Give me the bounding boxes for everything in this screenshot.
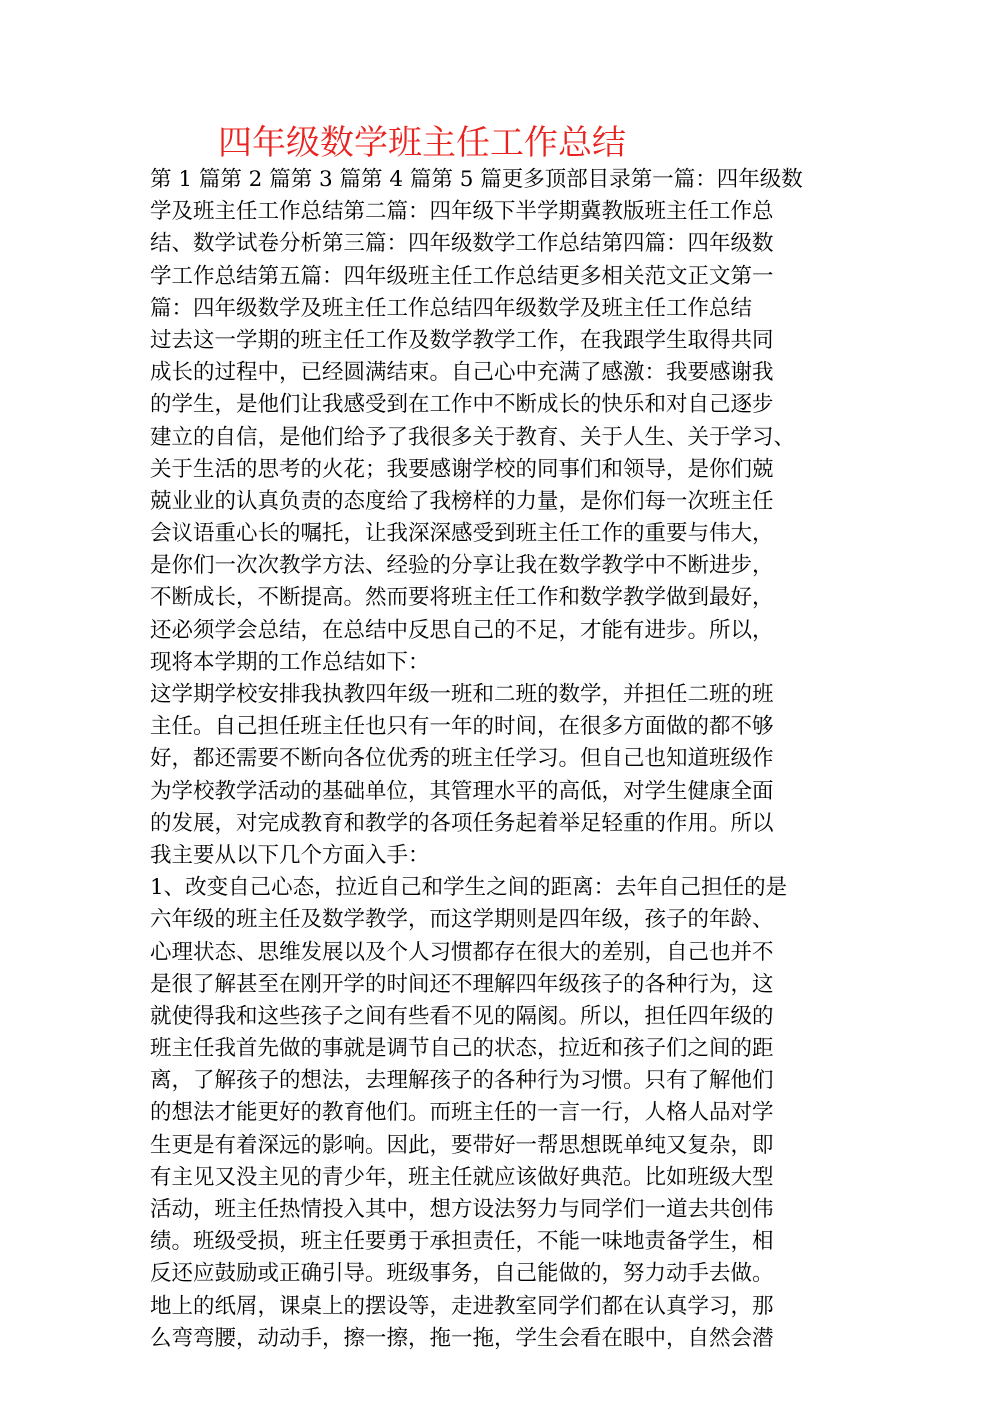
text-line: 是很了解甚至在刚开学的时间还不理解四年级孩子的各种行为，这 [150,971,774,997]
text-line: 建立的自信，是他们给予了我很多关于教育、关于人生、关于学习、 [150,424,796,450]
text-line: 班主任我首先做的事就是调节自己的状态，拉近和孩子们之间的距 [150,1036,774,1062]
text-line: 的想法才能更好的教育他们。而班主任的一言一行，人格人品对学 [150,1100,774,1126]
text-line: 还必须学会总结，在总结中反思自己的不足，才能有进步。所以， [150,617,774,643]
text-line: 绩。班级受损，班主任要勇于承担责任，不能一味地责备学生，相 [150,1229,774,1255]
text-line: 生更是有着深远的影响。因此，要带好一帮思想既单纯又复杂，即 [150,1132,774,1158]
text-line: 为学校教学活动的基础单位，其管理水平的高低，对学生健康全面 [150,778,774,804]
text-line: 好，都还需要不断向各位优秀的班主任学习。但自己也知道班级作 [150,746,774,772]
text-line: 过去这一学期的班主任工作及数学教学工作，在我跟学生取得共同 [150,327,774,353]
document-body [150,164,840,1355]
text-line: 学及班主任工作总结第二篇：四年级下半学期冀教版班主任工作总 [150,199,774,225]
text-line: 是你们一次次教学方法、经验的分享让我在数学教学中不断进步， [150,553,774,579]
text-line: 这学期学校安排我执教四年级一班和二班的数学，并担任二班的班 [150,682,774,707]
text-line: 我主要从以下几个方面入手： [150,842,430,868]
text-line: 就使得我和这些孩子之间有些看不见的隔阂。所以，担任四年级的 [150,1003,774,1029]
text-line: 成长的过程中，已经圆满结束。自己心中充满了感激：我要感谢我 [150,360,774,386]
text-line: 第 1 篇第 2 篇第 3 篇第 4 篇第 5 篇更多顶部目录第一篇：四年级数 [150,167,803,192]
text-line: 篇：四年级数学及班主任工作总结四年级数学及班主任工作总结 [150,295,753,321]
text-line: 心理状态、思维发展以及个人习惯都存在很大的差别，自己也并不 [150,939,774,965]
text-line: 主任。自己担任班主任也只有一年的时间，在很多方面做的都不够 [150,714,774,740]
text-line: 不断成长，不断提高。然而要将班主任工作和数学教学做到最好， [150,585,774,611]
text-line: 结、数学试卷分析第三篇：四年级数学工作总结第四篇：四年级数 [150,231,774,257]
text-line: 地上的纸屑，课桌上的摆设等，走进教室同学们都在认真学习，那 [150,1293,774,1319]
text-line: 1、改变自己心态，拉近自己和学生之间的距离：去年自己担任的是 [150,875,788,901]
text-line: 么弯弯腰，动动手，擦一擦，拖一拖，学生会看在眼中，自然会潜 [150,1325,774,1351]
text-line: 会议语重心长的嘱托，让我深深感受到班主任工作的重要与伟大， [150,521,774,547]
text-line: 活动，班主任热情投入其中，想方设法努力与同学们一道去共创伟 [150,1197,774,1222]
text-line: 有主见又没主见的青少年，班主任就应该做好典范。比如班级大型 [150,1164,774,1190]
text-line: 学工作总结第五篇：四年级班主任工作总结更多相关范文正文第一 [150,263,774,289]
text-line: 六年级的班主任及数学教学，而这学期则是四年级，孩子的年龄、 [150,907,774,933]
text-line: 的发展，对完成教育和教学的各项任务起着举足轻重的作用。所以 [150,810,774,836]
text-line: 的学生，是他们让我感受到在工作中不断成长的快乐和对自己逐步 [150,392,774,418]
document-title: 四年级数学班主任工作总结 [218,123,626,163]
text-line: 反还应鼓励或正确引导。班级事务，自己能做的，努力动手去做。 [150,1261,774,1287]
text-line: 兢业业的认真负责的态度给了我榜样的力量，是你们每一次班主任 [150,488,774,514]
text-line: 离，了解孩子的想法，去理解孩子的各种行为习惯。只有了解他们 [150,1068,774,1094]
text-line: 关于生活的思考的火花；我要感谢学校的同事们和领导，是你们兢 [150,456,774,482]
text-line: 现将本学期的工作总结如下： [150,649,430,675]
